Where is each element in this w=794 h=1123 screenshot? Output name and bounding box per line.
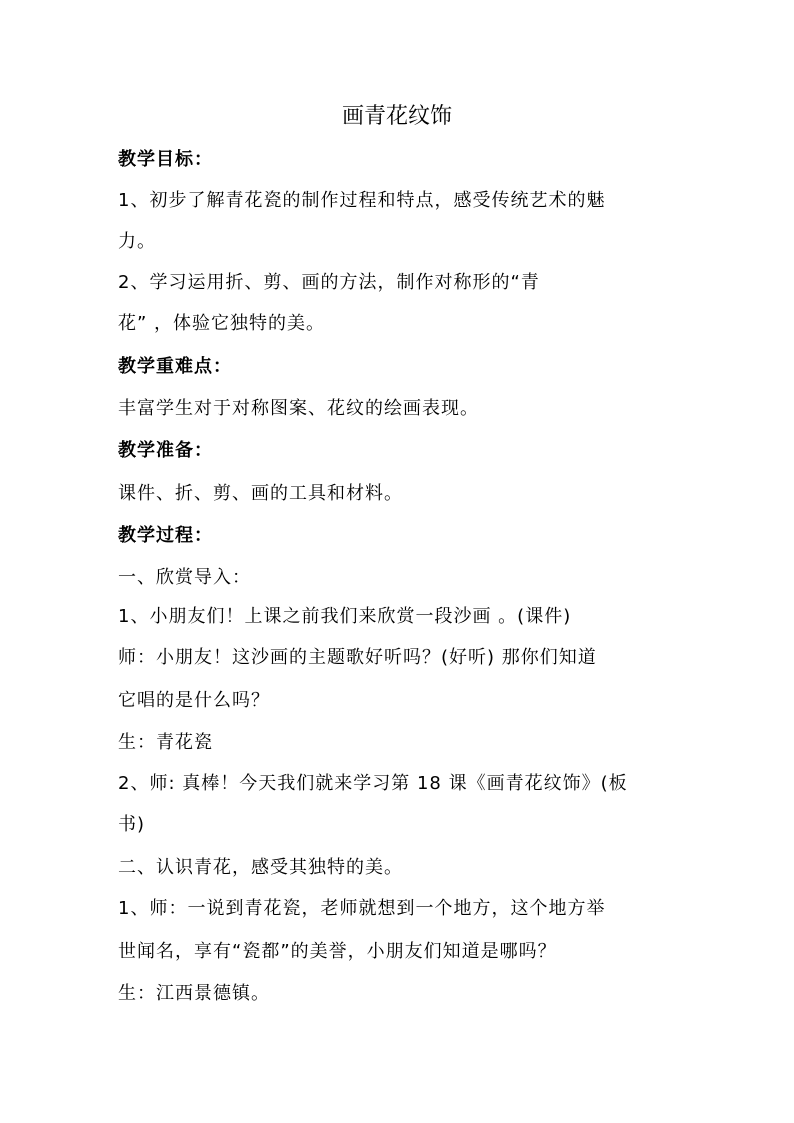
goal-1-line-1: 1、初步了解青花瓷的制作过程和特点，感受传统艺术的魅 xyxy=(118,190,606,211)
heading-teaching-goals: 教学目标： xyxy=(118,149,213,170)
process-line-9: 生：江西景德镇。 xyxy=(118,983,270,1004)
process-line-8: 世闻名，享有“瓷都”的美誉，小朋友们知道是哪吗？ xyxy=(118,941,557,962)
heading-preparation: 教学准备： xyxy=(118,440,213,461)
section-2-heading: 二、认识青花，感受其独特的美。 xyxy=(118,857,403,878)
process-line-6: 书) xyxy=(118,814,146,835)
process-line-1: 1、小朋友们！上课之前我们来欣赏一段沙画 。(课件) xyxy=(118,606,572,627)
heading-teaching-process: 教学过程： xyxy=(118,525,213,546)
preparation-text: 课件、折、剪、画的工具和材料。 xyxy=(118,483,403,504)
heading-key-difficulties: 教学重难点： xyxy=(118,356,232,377)
key-difficulties-text: 丰富学生对于对称图案、花纹的绘画表现。 xyxy=(118,398,479,419)
goal-2-line-1: 2、学习运用折、剪、画的方法，制作对称形的“青 xyxy=(118,272,540,293)
goal-1-line-2: 力。 xyxy=(118,231,156,252)
process-line-2: 师：小朋友！这沙画的主题歌好听吗？(好听) 那你们知道 xyxy=(118,647,597,668)
process-line-3: 它唱的是什么吗？ xyxy=(118,690,270,711)
section-1-heading: 一、欣赏导入： xyxy=(118,567,251,588)
document-title: 画青花纹饰 xyxy=(341,104,452,129)
goal-2-line-2: 花” ，体验它独特的美。 xyxy=(118,313,326,334)
process-line-7: 1、师：一说到青花瓷，老师就想到一个地方，这个地方举 xyxy=(118,898,606,919)
process-line-4: 生：青花瓷 xyxy=(118,732,213,753)
process-line-5: 2、师: 真棒！今天我们就来学习第 18 课《画青花纹饰》(板 xyxy=(118,773,628,794)
